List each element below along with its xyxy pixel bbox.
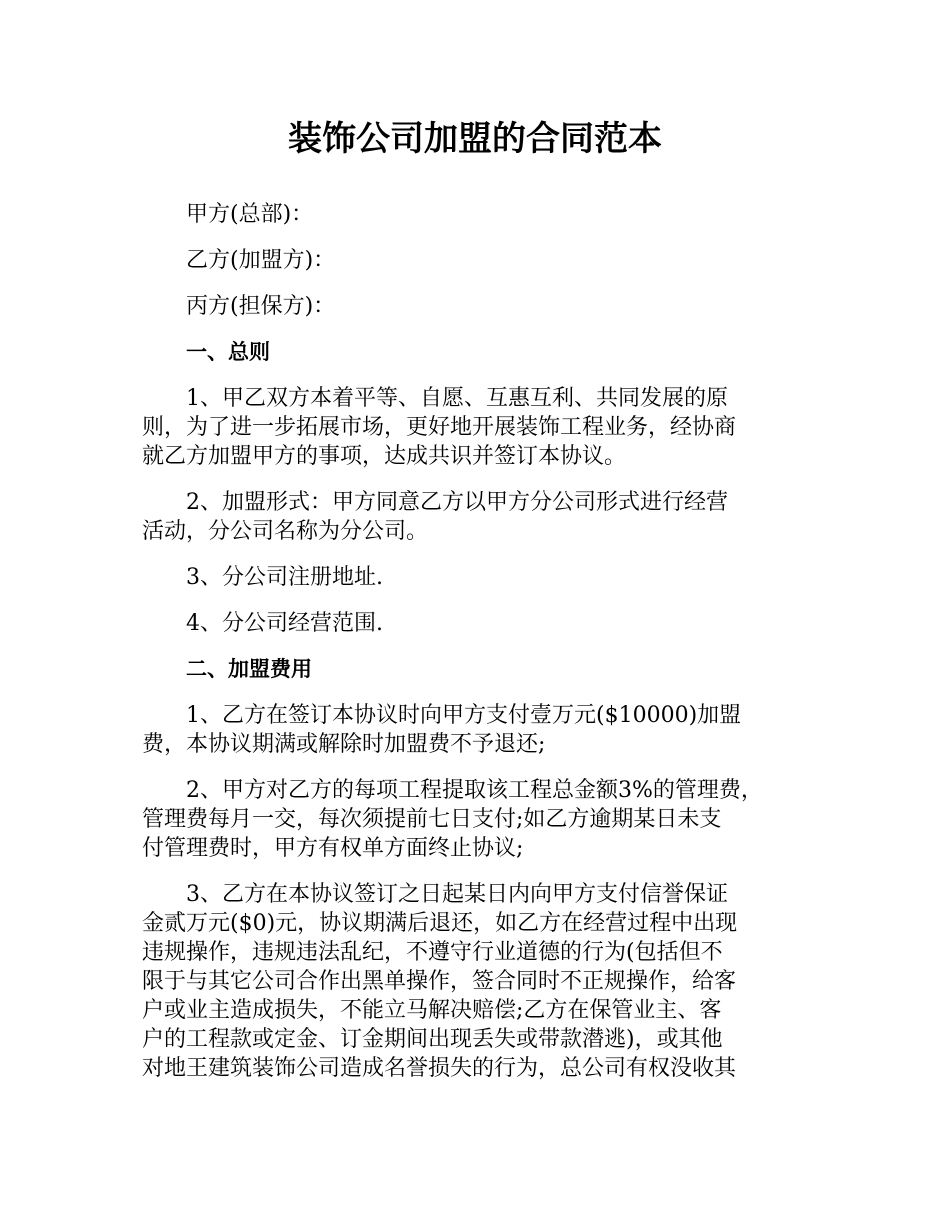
text-line: 违规操作，违规违法乱纪，不遵守行业道德的行为(包括但不 (142, 940, 723, 965)
party-a: 甲方(总部)： (186, 202, 314, 227)
general-clause-3 (142, 563, 814, 592)
party-c: 丙方(担保方)： (186, 294, 336, 319)
text-line: 1、乙方在签订本协议时向甲方支付壹万元($10000)加盟 (186, 703, 742, 728)
section-heading-fees: 二、加盟费用 (186, 657, 312, 681)
text-line: 对地王建筑装饰公司造成名誉损失的行为，总公司有权没收其 (142, 1056, 737, 1081)
text-line: 3、分公司注册地址. (186, 565, 383, 590)
text-line: 就乙方加盟甲方的事项，达成共识并签订本协议。 (142, 444, 627, 469)
general-clause-1 (142, 384, 814, 471)
text-line: 2、加盟形式：甲方同意乙方以甲方分公司形式进行经营 (186, 490, 728, 515)
text-line: 4、分公司经营范围. (186, 611, 383, 636)
text-line: 户或业主造成损失，不能立马解决赔偿;乙方在保管业主、客 (142, 998, 722, 1023)
fee-clause-1 (142, 701, 814, 759)
text-line: 则，为了进一步拓展市场，更好地开展装饰工程业务，经协商 (142, 415, 737, 440)
document-title: 装饰公司加盟的合同范本 (288, 119, 662, 159)
text-line: 户的工程款或定金、订金期间出现丢失或带款潜逃)，或其他 (142, 1027, 723, 1052)
fee-clause-3 (142, 880, 814, 1083)
general-clause-2 (142, 488, 814, 546)
text-line: 限于与其它公司合作出黑单操作，签合同时不正规操作，给客 (142, 969, 737, 994)
party-b: 乙方(加盟方)： (186, 248, 336, 273)
document-body (142, 200, 814, 1100)
text-line: 3、乙方在本协议签订之日起某日内向甲方支付信誉保证 (186, 882, 728, 907)
text-line: 费，本协议期满或解除时加盟费不予退还; (142, 732, 546, 757)
text-line: 2、甲方对乙方的每项工程提取该工程总金额3%的管理费， (186, 778, 763, 803)
text-line: 活动，分公司名称为分公司。 (142, 519, 429, 544)
section-heading-general: 一、总则 (186, 340, 270, 364)
text-line: 1、甲乙双方本着平等、自愿、互惠互利、共同发展的原 (186, 386, 728, 411)
fee-clause-2 (142, 776, 814, 863)
text-line: 金贰万元($0)元，协议期满后退还，如乙方在经营过程中出现 (142, 911, 738, 936)
text-line: 管理费每月一交，每次须提前七日支付;如乙方逾期某日未支 (142, 807, 722, 832)
text-line: 付管理费时，甲方有权单方面终止协议; (142, 836, 524, 861)
general-clause-4 (142, 609, 814, 638)
